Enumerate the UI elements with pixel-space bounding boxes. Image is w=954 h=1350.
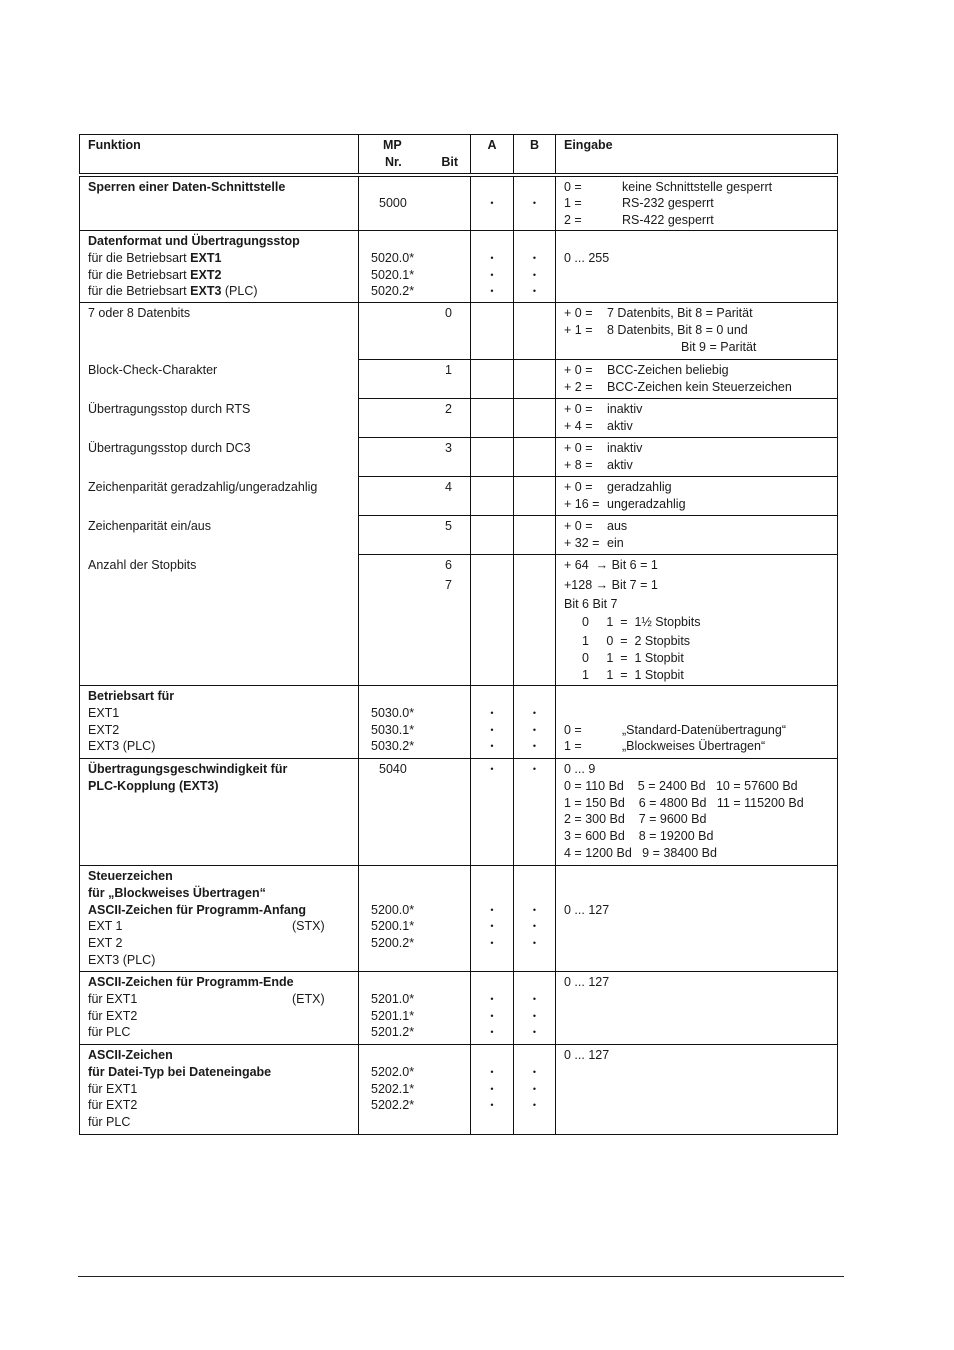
table-row: Datenformat und Übertragungsstop für die Betriebsart EXT1 für die Betriebsart EXT2 für die Betriebsart EXT3 (PLC) 5020.0* 5020.1* 5020.2* • • • • • • 0 ... 255 (80, 231, 838, 303)
marker-a: • (490, 198, 494, 209)
header-funktion: Funktion (80, 135, 359, 175)
table-row: Betriebsart für EXT1 EXT2 EXT3 (PLC) 5030.0* 5030.1* 5030.2* • • • • • • 0 = „Standard-Datenübertragung“ 1 = „Blockweises Übertragen“ (80, 686, 838, 759)
table-header (80, 135, 838, 175)
table-row: Zeichenparität geradzahlig/ungeradzahlig 4 + 0 = geradzahlig + 16 = ungeradzahlig (80, 477, 838, 516)
table-row: Sperren einer Daten-Schnittstelle 5000 • • 0 = keine Schnittstelle gesperrt 1 = RS-232 gesperrt 2 = RS-422 gesperrt (80, 175, 838, 231)
table-row: Übertragungsstop durch DC3 3 + 0 = inaktiv + 8 = aktiv (80, 438, 838, 477)
table-row: Übertragungsstop durch RTS 2 + 0 = inaktiv + 4 = aktiv (80, 399, 838, 438)
table-row: Anzahl der Stopbits 6 7 + 64 → Bit 6 = 1 +128 → Bit 7 = 1 Bit 6 Bit 7 0 1 = 1½ Stopbits 1 0 = 2 Stopbits 0 1 = 1 Stopbit 1 1 = 1 Stopbit (80, 555, 838, 686)
table-row: ASCII-Zeichen für Datei-Typ bei Dateneingabe für EXT1 für EXT2 für PLC 5202.0* 5202.1* 5202.2* • • • • • • 0 ... 127 (80, 1045, 838, 1135)
table-row: Steuerzeichen für „Blockweises Übertragen“ ASCII-Zeichen für Programm-Anfang EXT 1 (STX) EXT 2 EXT3 (PLC) 5200.0* 5200.1* 5200.2* • • • • • • 0 ... 127 (80, 866, 838, 972)
header-eingabe: Eingabe (556, 135, 838, 175)
header-b: B (514, 135, 556, 175)
footer-rule (78, 1276, 844, 1277)
table-row: ASCII-Zeichen für Programm-Ende für EXT1 (ETX) für EXT2 für PLC 5201.0* 5201.1* 5201.2* • • • • • • 0 ... 127 (80, 972, 838, 1045)
header-a: A (471, 135, 514, 175)
parameter-table (79, 134, 838, 1135)
header-mp: MP Nr. Bit (359, 135, 471, 175)
table-row: Zeichenparität ein/aus 5 + 0 = aus + 32 = ein (80, 516, 838, 555)
table-row: 7 oder 8 Datenbits 0 + 0 = 7 Datenbits, Bit 8 = Parität + 1 = 8 Datenbits, Bit 8 = 0 und Bit 9 = Parität (80, 303, 838, 360)
table-row: Übertragungsgeschwindigkeit für PLC-Kopplung (EXT3) 5040 • • 0 ... 9 0 = 110 Bd 5 = 2400 Bd 10 = 57600 Bd 1 = 150 Bd 6 = 4800 Bd 11 = 115200 Bd 2 = 300 Bd 7 = 9600 Bd 3 = 600 Bd 8 = 19200 Bd 4 = 1200 Bd 9 = 38400 Bd (80, 759, 838, 866)
marker-b: • (532, 198, 537, 209)
table-row: Block-Check-Charakter 1 + 0 = BCC-Zeichen beliebig + 2 = BCC-Zeichen kein Steuerzeichen (80, 360, 838, 399)
row-title: Sperren einer Daten-Schnittstelle (88, 179, 286, 194)
